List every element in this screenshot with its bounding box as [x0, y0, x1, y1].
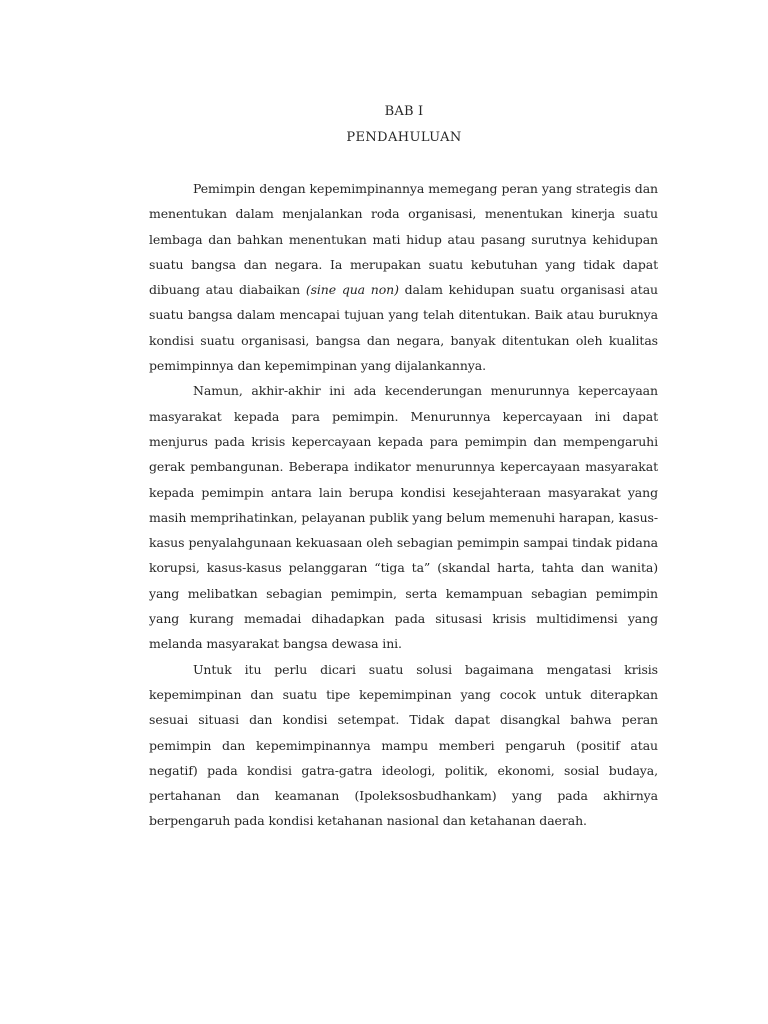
chapter-title: PENDAHULUAN [346, 130, 462, 145]
body-text [149, 176, 658, 834]
paragraph-2: Namun, akhir-akhir ini ada kecenderungan menurunnya kepercayaan masyarakat kepada para pemimpin. Menurunnya kepercayaan ini dapat menjurus pada krisis kepercayaan kepada para pemimpin dan mempengaruhi gerak pembangunan. Beberapa indikator menurunnya kepercayaan masyarakat kepada pemimpin antara lain berupa kondisi kesejahteraan masyarakat yang masih memprihatinkan, pelayanan publik yang belum memenuhi harapan, kasus-kasus penyalahgunaan kekuasaan oleh sebagian pemimpin sampai tindak pidana korupsi, kasus-kasus pelanggaran “tiga ta” (skandal harta, tahta dan wanita) yang melibatkan sebagian pemimpin, serta kemampuan sebagian pemimpin yang kurang memadai dihadapkan pada situsasi krisis multidimensi yang melanda masyarakat bangsa dewasa ini. [149, 383, 658, 652]
paragraph-1-text-start: Pemimpin dengan kepemimpinannya memegang peran yang strategis dan menentukan dalam menjalankan roda organisasi, menentukan kinerja suatu lembaga dan bahkan menentukan mati hidup atau pasang surutnya kehidupan suatu bangsa dan negara. Ia merupakan suatu kebutuhan yang tidak dapat dibuang atau diabaikan [149, 181, 658, 298]
chapter-number: BAB I [384, 104, 424, 119]
paragraph-1 [149, 176, 658, 378]
paragraph-3: Untuk itu perlu dicari suatu solusi bagaimana mengatasi krisis kepemimpinan dan suatu tipe kepemimpinan yang cocok untuk diterapkan sesuai situasi dan kondisi setempat. Tidak dapat disangkal bahwa peran pemimpin dan kepemimpinannya mampu memberi pengaruh (positif atau negatif) pada kondisi gatra-gatra ideologi, politik, ekonomi, sosial budaya, pertahanan dan keamanan (Ipoleksosbudhankam) yang pada akhirnya berpengaruh pada kondisi ketahanan nasional dan ketahanan daerah. [149, 661, 658, 829]
paragraph-1-italic-term: (sine qua non) [305, 282, 399, 298]
paragraph-1-text-end: dalam kehidupan suatu organisasi atau suatu bangsa dalam mencapai tujuan yang telah ditentukan. Baik atau buruknya kondisi suatu organisasi, bangsa dan negara, banyak ditentukan oleh kualitas pemimpinnya dan kepemimpinan yang dijalankannya. [149, 282, 658, 374]
